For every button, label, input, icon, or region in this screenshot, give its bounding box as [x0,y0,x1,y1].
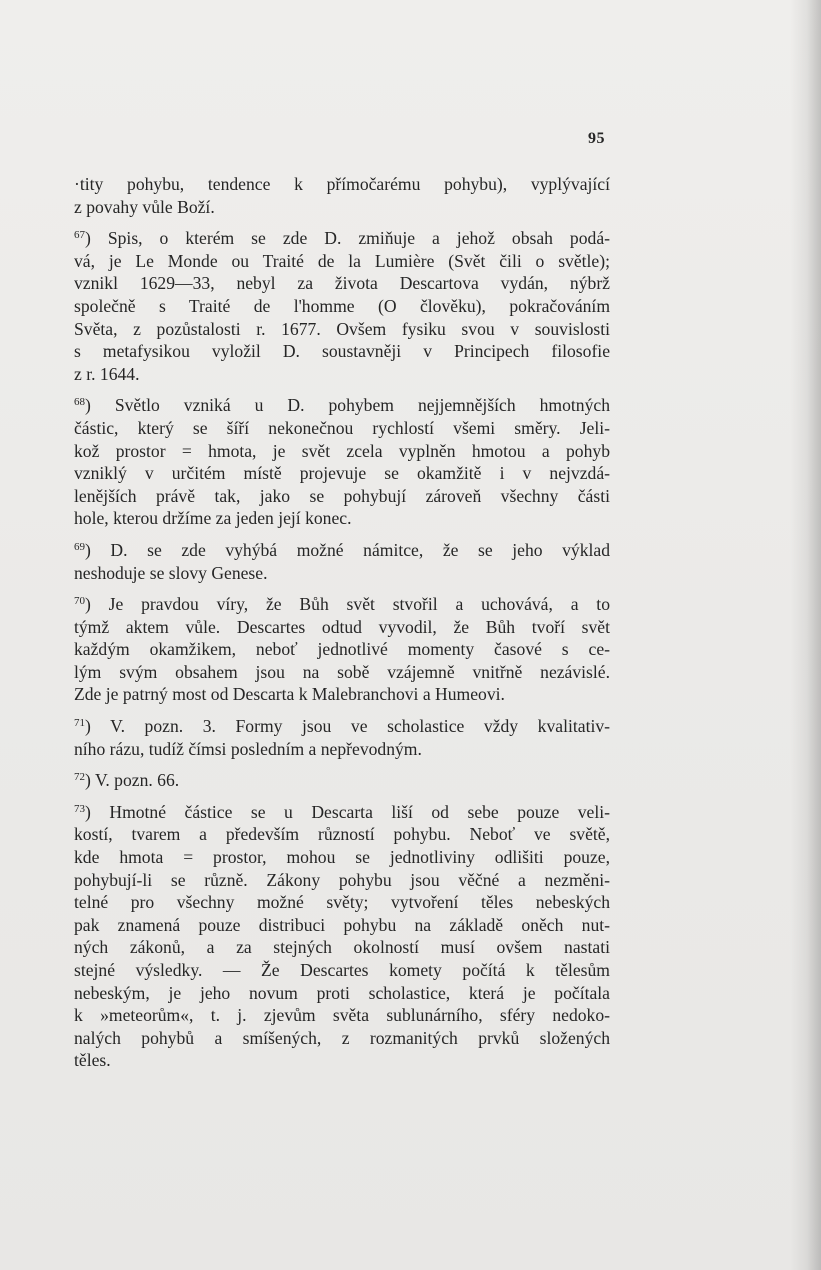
footnote-number: 69 [74,540,85,553]
note-line: lenějších právě tak, jako se pohybují zároveň všechny části [74,485,610,506]
note-line-text: ) Je pravdou víry, že Bůh svět stvořil a uchovává, a to [85,594,610,615]
footnote-72 [74,769,610,792]
footnote-number: 73 [74,802,85,815]
note-line: každým okamžikem, neboť jednotlivé momenty časové s ce- [74,639,610,660]
footnote-number: 68 [74,396,85,409]
note-line: nalých pohybů a smíšených, z rozmanitých prvků složených [74,1027,610,1048]
note-line: pak znamená pouze distribuci pohybu na základě oněch nut- [74,914,610,935]
note-line: kož prostor = hmota, je svět zcela vyplněn hmotou a pohyb [74,440,610,461]
note-line-text: ) Světlo vzniká u D. pohybem nejjemnějších hmotných [85,395,610,416]
note-line [74,593,610,616]
note-line: s metafysikou vyložil D. soustavněji v Principech filosofie [74,341,610,362]
note-line: hole, kterou držíme za jeden její konec. [74,508,352,529]
footnote-number: 72 [74,771,85,784]
note-line [74,394,610,417]
note-line: těles. [74,1050,111,1071]
note-line: Světa, z pozůstalosti r. 1677. Ovšem fysiku svou v souvislosti [74,318,610,339]
note-line: pohybují-li se různě. Zákony pohybu jsou věčné a nezměni- [74,869,610,890]
note-line: ního rázu, tudíž čímsi posledním a nepřevodným. [74,738,422,759]
note-line: z r. 1644. [74,363,140,384]
note-line: týmž aktem vůle. Descartes odtud vyvodil, že Bůh tvoří svět [74,616,610,637]
note-line-text: ) D. se zde vyhýbá možné námitce, že se jeho výklad [85,539,610,560]
footnote-71 [74,715,610,760]
page-number: 95 [588,130,605,147]
note-line: z povahy vůle Boží. [74,196,215,217]
note-line: Zde je patrný most od Descarta k Malebranchovi a Humeovi. [74,684,505,705]
note-line: ·tity pohybu, tendence k přímočarému pohybu), vyplývající [74,174,610,194]
note-line [74,715,610,738]
footnote-70 [74,593,610,706]
footnote-73 [74,801,610,1072]
note-line: vznikl 1629—33, nebyl za života Descartova vydán, nýbrž [74,273,610,294]
footnote-number: 70 [74,595,85,608]
note-line: telné pro všechny možné světy; vytvoření těles nebeských [74,892,610,913]
footnote-number: 71 [74,717,85,730]
note-line: k »meteorům«, t. j. zjevům světa sublunárního, sféry nedoko- [74,1005,610,1026]
note-line: kde hmota = prostor, mohou se jednotliviny odlišiti pouze, [74,847,610,868]
note-line [74,769,610,792]
note-line [74,227,610,250]
footnote-69 [74,539,610,584]
note-line: vá, je Le Monde ou Traité de la Lumière (Svět čili o světle); [74,250,610,271]
note-line: nebeským, je jeho novum proti scholastice, která je počítala [74,982,610,1003]
note-line: lým svým obsahem jsou na sobě vzájemně vnitřně nezávislé. [74,661,610,682]
note-line: ných zákonů, a za stejných okolností musí ovšem nastati [74,937,610,958]
note-line-text: ) V. pozn. 3. Formy jsou ve scholastice vždy kvalitativ- [85,716,610,737]
note-line [74,801,610,824]
page-edge-shadow [807,0,821,1270]
footnote-67 [74,227,610,385]
note-line: vzniklý v určitém místě projevuje se okamžitě i v nejvzdá- [74,463,610,484]
note-line-text: ) Spis, o kterém se zde D. zmiňuje a jehož obsah podá- [85,228,610,249]
note-line-text: ) V. pozn. 66. [85,770,180,791]
note-line [74,539,610,562]
note-line: společně s Traité de l'homme (O člověku), pokračováním [74,295,610,316]
note-line: kostí, tvarem a především růzností pohybu. Neboť ve světě, [74,824,610,845]
footnotes-block [74,173,610,1081]
footnote-68 [74,394,610,530]
footnote-number: 67 [74,229,85,242]
footnote-continuation [74,173,610,218]
note-line: částic, který se šíří nekonečnou rychlostí všemi směry. Jeli- [74,417,610,438]
note-line: neshoduje se slovy Genese. [74,562,268,583]
note-line: stejné výsledky. — Že Descartes komety počítá k tělesům [74,960,610,980]
note-line-text: ) Hmotné částice se u Descarta liší od sebe pouze veli- [85,801,610,822]
